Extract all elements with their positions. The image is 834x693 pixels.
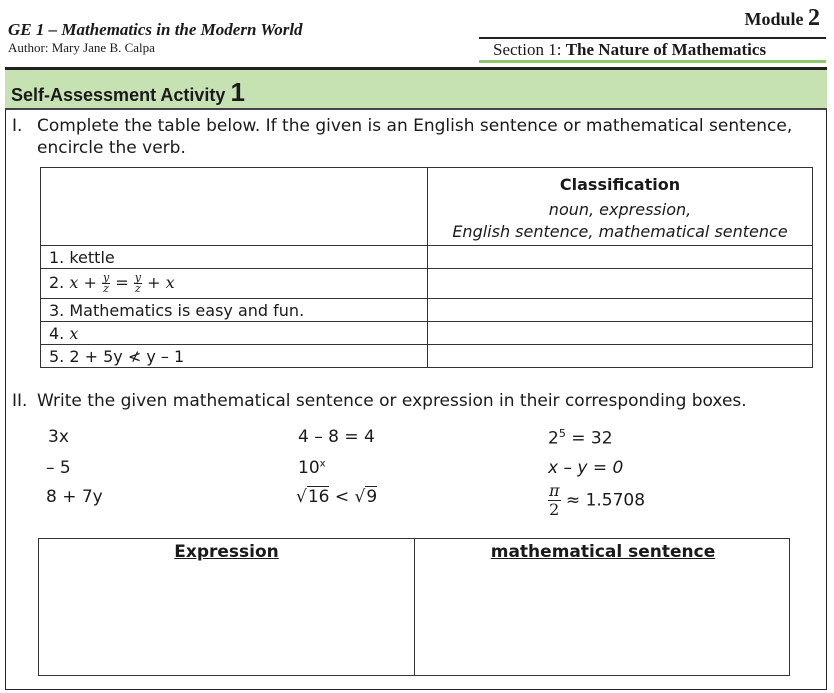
frac1-denominator: z <box>103 282 109 295</box>
given-item: √16 < √9 <box>296 487 378 507</box>
row-4-item <box>41 322 428 345</box>
table-header-classification <box>428 168 813 246</box>
row-num: 1. <box>49 247 65 267</box>
power-exponent: 5 <box>558 427 566 440</box>
module-text: Module <box>744 9 804 29</box>
given-item: – 5 <box>46 458 71 478</box>
approx-rest: ≈ 1.5708 <box>565 490 646 511</box>
row-num: 5. <box>49 346 65 366</box>
course-title: GE 1 – Mathematics in the Modern World <box>8 20 303 39</box>
math-sentence-column[interactable] <box>415 539 791 675</box>
pi-numerator: π <box>549 481 560 500</box>
row-text: Mathematics is easy and fun. <box>69 300 305 320</box>
section-label: Section 1: <box>493 40 562 59</box>
row-1-item <box>41 246 428 269</box>
power-rest: = 32 <box>571 428 613 449</box>
classification-table <box>40 167 813 368</box>
given-item <box>548 458 623 478</box>
part2-instruction <box>12 390 747 412</box>
radicand-2: 9 <box>366 487 378 507</box>
row-4-answer[interactable] <box>428 322 813 345</box>
eq-pre: x + <box>69 273 97 292</box>
fraction-1 <box>102 273 110 294</box>
math-sentence-header: mathematical sentence <box>490 542 716 562</box>
row-2-answer[interactable] <box>428 269 813 299</box>
classification-sub2: English sentence, mathematical sentence <box>452 221 788 241</box>
row-3-answer[interactable] <box>428 299 813 322</box>
row-num: 2. <box>49 273 65 292</box>
row-5-answer[interactable] <box>428 345 813 368</box>
given-item: 3x <box>48 427 69 447</box>
table-row <box>41 345 813 368</box>
pi-fraction <box>548 482 561 519</box>
row-2-item <box>41 269 428 299</box>
expression-header: Expression <box>174 542 279 562</box>
answer-box <box>38 538 790 676</box>
table-row <box>41 322 813 345</box>
row-num: 3. <box>49 300 65 320</box>
table-row <box>41 269 813 299</box>
pi-denominator: 2 <box>549 500 560 519</box>
part2-numeral: II. <box>12 391 28 411</box>
equation: x – y = 0 <box>548 458 624 478</box>
header-left <box>8 20 303 55</box>
fraction-2 <box>134 273 142 294</box>
part1-line2: encircle the verb. <box>37 138 186 158</box>
activity-number: 1 <box>230 77 245 107</box>
row-text: x <box>69 323 79 343</box>
part1-line1: Complete the table below. If the given is an English sentence or mathematical sentence, <box>37 116 793 136</box>
row-text: 2 + 5y ≮ y – 1 <box>69 346 185 366</box>
eq-post: + x <box>147 273 175 292</box>
part1-instruction <box>12 115 818 159</box>
eq-mid: = <box>115 273 129 292</box>
module-number: 2 <box>808 5 820 31</box>
module-label <box>744 5 820 32</box>
power-base: 10 <box>298 458 320 478</box>
table-row <box>41 299 813 322</box>
expression-column[interactable] <box>39 539 415 675</box>
frac2-denominator: z <box>134 282 141 295</box>
table-row <box>41 246 813 269</box>
power-exponent: x <box>319 458 326 470</box>
row-1-answer[interactable] <box>428 246 813 269</box>
table-header-blank <box>41 168 428 246</box>
row-5-item <box>41 345 428 368</box>
classification-header: Classification <box>559 174 681 194</box>
section-box <box>479 37 826 63</box>
frac2-numerator: y <box>134 271 141 284</box>
power-base: 2 <box>548 428 559 449</box>
row-num: 4. <box>49 323 65 343</box>
given-item: 8 + 7y <box>46 487 103 507</box>
given-item <box>548 482 645 519</box>
row-3-item <box>41 299 428 322</box>
classification-sub1: noun, expression, <box>548 199 692 219</box>
row-text: kettle <box>69 247 115 267</box>
inequality-op: < <box>334 487 350 507</box>
given-item <box>298 458 326 478</box>
activity-title: Self-Assessment Activity <box>11 85 226 105</box>
part1-numeral: I. <box>12 116 23 136</box>
part2-text: Write the given mathematical sentence or expression in their corresponding boxes. <box>37 391 747 411</box>
activity-banner <box>5 70 827 110</box>
frac1-numerator: y <box>102 271 110 284</box>
author: Author: Mary Jane B. Calpa <box>8 40 155 55</box>
given-item: 4 – 8 = 4 <box>298 427 375 447</box>
radicand-1: 16 <box>307 487 330 507</box>
given-item <box>548 427 613 449</box>
section-title: The Nature of Mathematics <box>565 40 767 59</box>
